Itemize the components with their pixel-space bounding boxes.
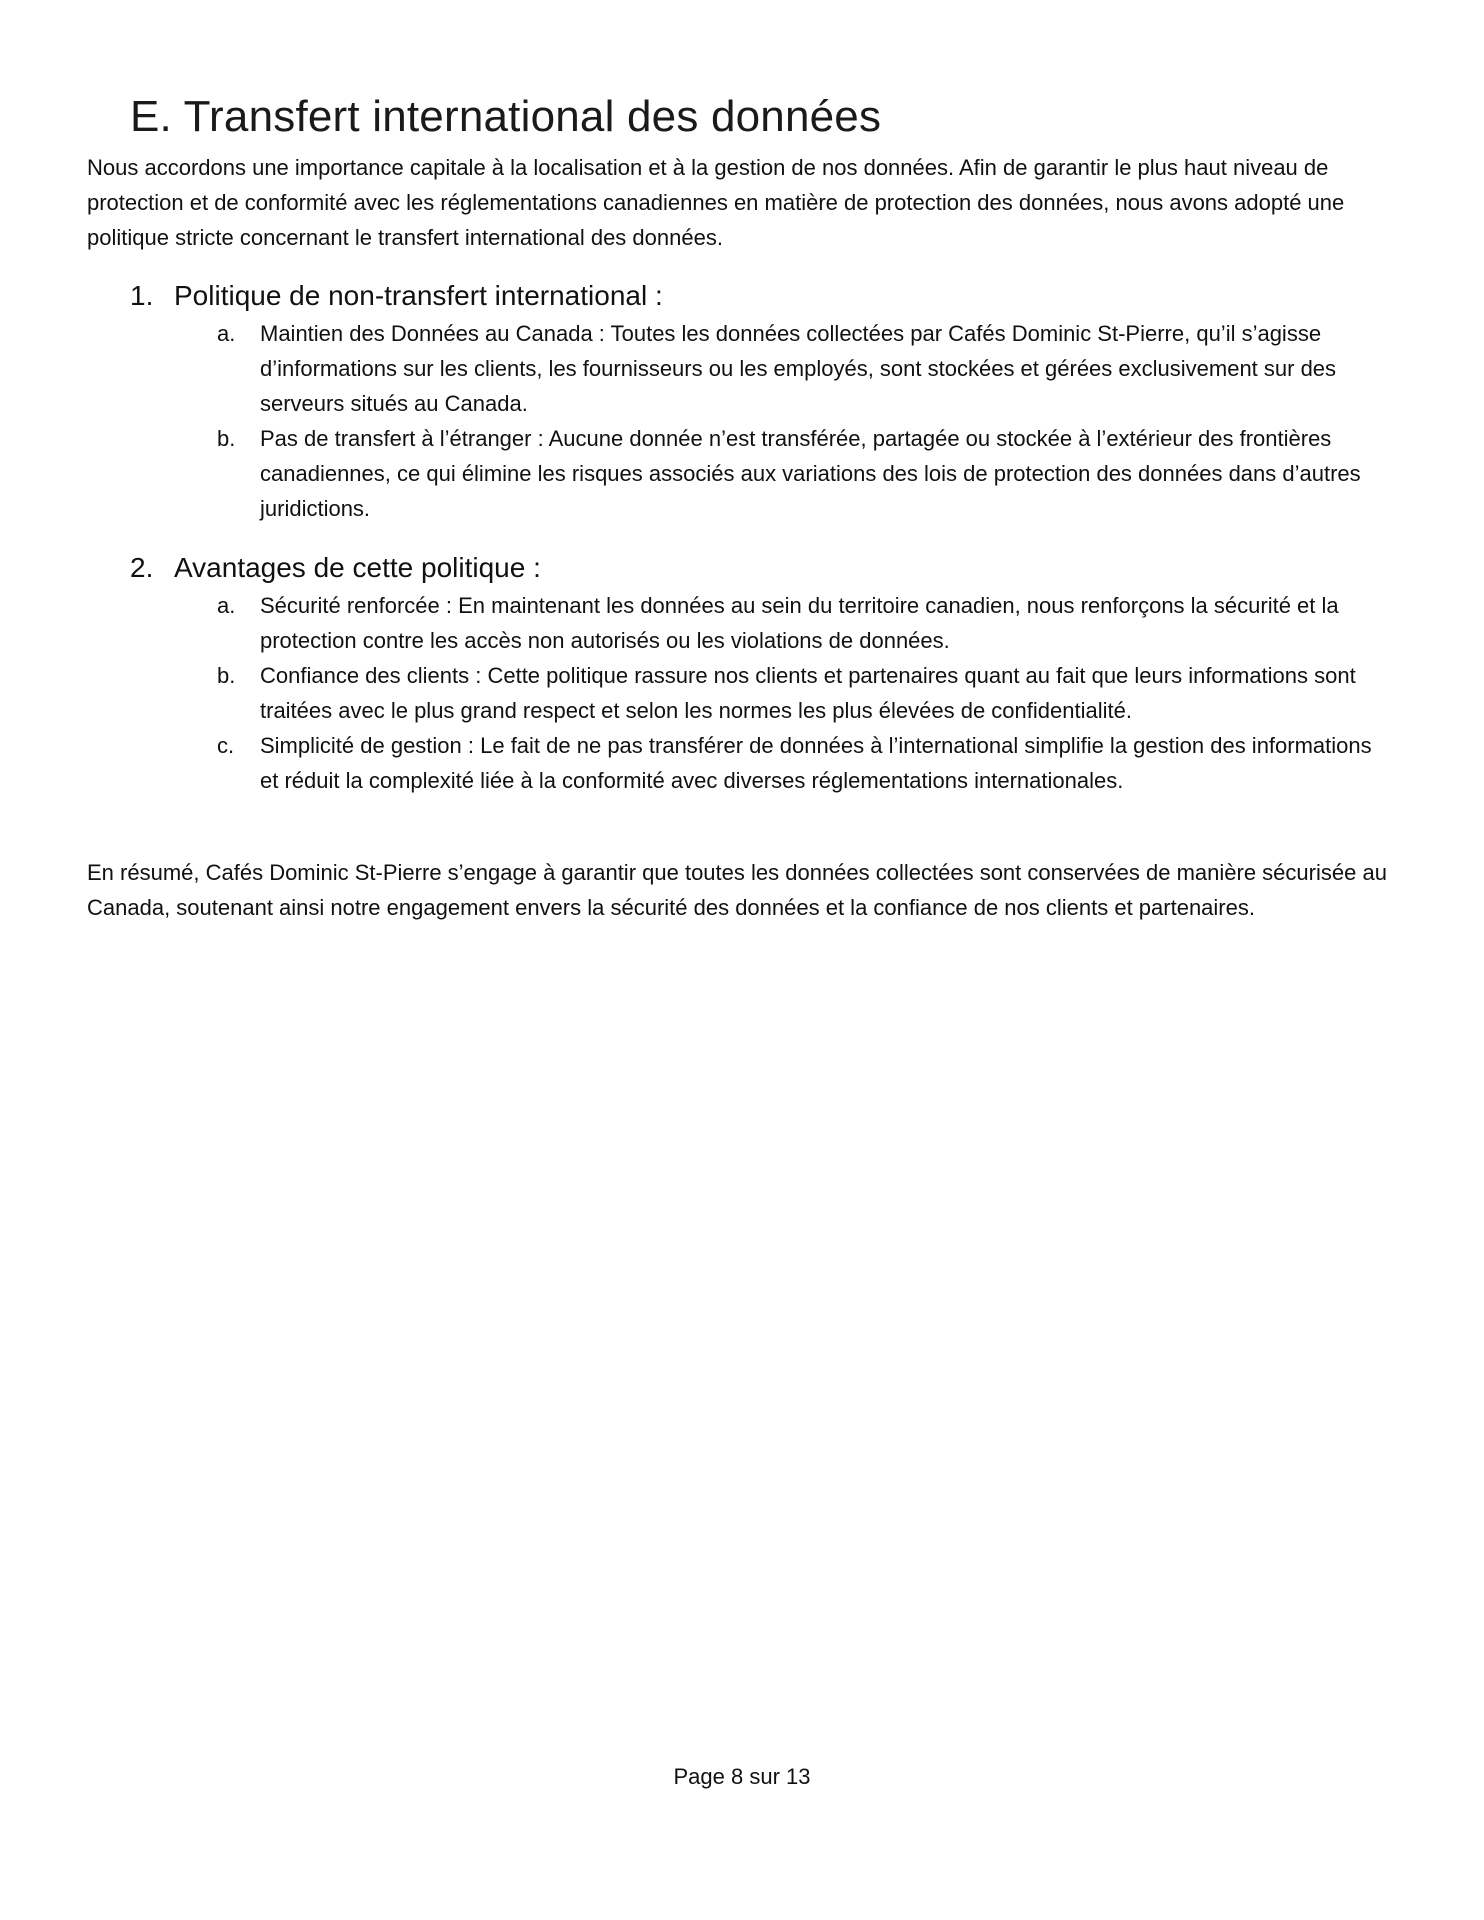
list-item-text: Confiance des clients : Cette politique rassure nos clients et partenaires quant au fait que leurs informations sont traitées avec le plus grand respect et selon les normes les plus élevées de confidentialité. xyxy=(260,663,1356,723)
list-item xyxy=(217,728,1390,798)
list-item xyxy=(217,588,1390,658)
section-policy-benefits xyxy=(130,550,1390,798)
intro-paragraph: Nous accordons une importance capitale à la localisation et à la gestion de nos données. Afin de garantir le plus haut niveau de protection et de conformité avec les réglementations canadiennes en matière de protection des données, nous avons adopté une politique stricte concernant le transfert international des données. xyxy=(87,155,1345,250)
section-item-list xyxy=(130,316,1390,526)
list-item-letter: a. xyxy=(217,321,236,346)
list-item-letter: b. xyxy=(217,663,236,688)
list-item xyxy=(217,658,1390,728)
list-item xyxy=(217,316,1390,421)
list-item-letter: c. xyxy=(217,733,235,758)
list-item-letter: b. xyxy=(217,426,236,451)
section-item-list xyxy=(130,588,1390,798)
section-number: 2. xyxy=(130,552,154,583)
section-title-text: Avantages de cette politique : xyxy=(174,552,541,583)
list-item xyxy=(217,421,1390,526)
list-item-text: Simplicité de gestion : Le fait de ne pas transférer de données à l’international simplifie la gestion des informations et réduit la complexité liée à la conformité avec diverses réglementations internationales. xyxy=(260,733,1372,793)
page-number-footer: Page 8 sur 13 xyxy=(673,1764,811,1789)
section-non-transfer-policy xyxy=(130,278,1390,526)
section-number: 1. xyxy=(130,280,154,311)
list-item-text: Pas de transfert à l’étranger : Aucune donnée n’est transférée, partagée ou stockée à l’extérieur des frontières canadiennes, ce qui élimine les risques associés aux variations des lois de protection des données dans d’autres juridictions. xyxy=(260,426,1361,521)
section-heading: E. Transfert international des données xyxy=(130,92,882,141)
list-item-letter: a. xyxy=(217,593,236,618)
list-item-text: Sécurité renforcée : En maintenant les données au sein du territoire canadien, nous renforçons la sécurité et la protection contre les accès non autorisés ou les violations de données. xyxy=(260,593,1339,653)
conclusion-paragraph: En résumé, Cafés Dominic St-Pierre s’engage à garantir que toutes les données collectées sont conservées de manière sécurisée au Canada, soutenant ainsi notre engagement envers la sécurité des données et la confiance de nos clients et partenaires. xyxy=(87,860,1387,920)
section-title-text: Politique de non-transfert international : xyxy=(174,280,663,311)
section-title xyxy=(130,278,1390,314)
list-item-text: Maintien des Données au Canada : Toutes les données collectées par Cafés Dominic St-Pierre, qu’il s’agisse d’informations sur les clients, les fournisseurs ou les employés, sont stockées et gérées exclusivement sur des serveurs situés au Canada. xyxy=(260,321,1337,416)
section-title xyxy=(130,550,1390,586)
